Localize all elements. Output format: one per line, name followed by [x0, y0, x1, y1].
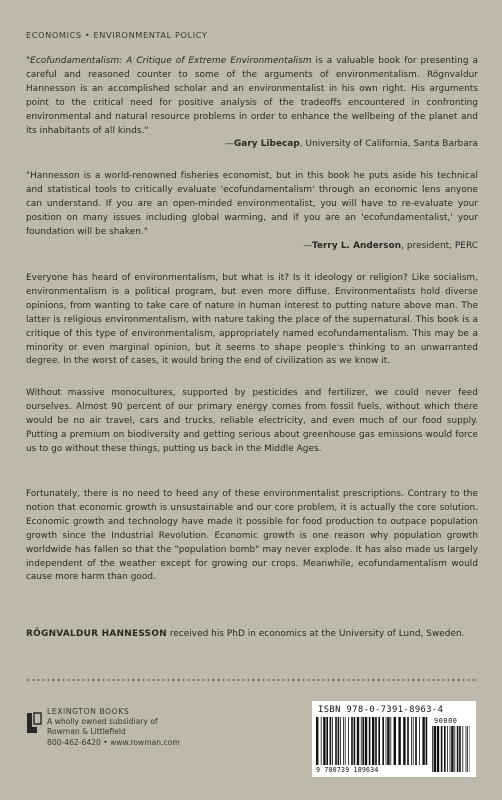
author-name: RÖGNVALDUR HANNESSON — [26, 629, 167, 639]
endorsement-anderson — [26, 170, 478, 253]
ean-barcode-icon — [316, 717, 428, 765]
description-paragraph-2: Without massive monocultures, supported by pesticides and fertilizer, we could never feed ourselves. Almost 90 percent of our primary energy comes from fossil fuels, without which there would be no air travel, cars and trucks, reliable electricity, and even much of our food supply. Putting a premium on biodiversity and getting serious about greenhouse gas emissions would force us to go without these things, putting us back in the Middle Ages. — [26, 388, 478, 454]
price-barcode-icon — [432, 726, 470, 772]
endorser-name: Gary Libecap — [233, 139, 300, 150]
endorser-name: Terry L. Anderson — [312, 240, 402, 251]
author-bio-text: received his PhD in economics at the University of Lund, Sweden. — [166, 629, 465, 639]
barcode-digits: 9 780739 189634 — [316, 766, 379, 774]
price-code: 90000 — [434, 717, 458, 725]
endorser-affiliation: , University of California, Santa Barbara — [299, 139, 478, 150]
endorsement-attribution: —Gary Libecap, University of California, Santa Barbara — [225, 139, 478, 150]
publisher-info — [47, 707, 180, 748]
description-paragraph-3: Fortunately, there is no need to heed any of these environmentalist prescriptions. Contrary to the notion that economic growth is unsustainable and our core problem, it is actually the core solution. Economic growth and technology have made it possible for food production to outpace population growth since the Industrial Revolution. Economic growth is one reason why population growth worldwide has fallen so that the "population bomb" may never explode. It has also made us largely independent of the weather except for growing our crops. Meanwhile, ecofundamentalism would cause more harm than good. — [26, 489, 478, 583]
endorsement-attribution: —Terry L. Anderson, president, PERC — [303, 240, 478, 251]
isbn-number: ISBN 978-0-7391-8963-4 — [318, 705, 444, 715]
publisher-line-2: Rowman & Littlefield — [47, 727, 126, 737]
publisher-line-1: A wholly owned subsidiary of — [47, 717, 158, 727]
lexington-logo-icon — [26, 712, 42, 734]
author-bio — [26, 628, 478, 642]
isbn-barcode — [312, 701, 476, 777]
publisher-contact: 800-462-6420 • www.rowman.com — [47, 737, 180, 747]
quote-open: " — [26, 56, 31, 66]
endorsement-text: "Hannesson is a world-renowned fisheries economist, but in this book he puts aside his technical and statistical tools to critically evaluate 'ecofundamentalism' through an economic lens anyone can understand. If you are an open-minded environmentalist, you will have to re-evaluate your position on many issues including global warming, and if you are an 'ecofundamentalist,' your foundation will be shaken." — [26, 171, 478, 237]
endorsement-text: is a valuable book for presenting a careful and reasoned counter to some of the arguments of environmentalism. Rögnvaldur Hannesson is an accomplished scholar and an environmentalist in his own right. His arguments point to the critical need for positive analysis of the tradeoffs encountered in confronting environmental and natural resource problems in order to enhance the wellbeing of the planet and its inhabitants of all kinds." — [26, 56, 478, 136]
description-paragraph-1: Everyone has heard of environmentalism, but what is it? Is it ideology or religion? Like socialism, environmentalism is a political program, but even more diffuse. Environmentalists hold diverse opinions, from wanting to take care of nature in human interest to putting nature above man. The latter is religious environmentalism, with nature taking the place of the supernatural. This book is a critique of this type of environmentalism, appropriately named ecofundamentalism. This may be a minority or even marginal opinion, but it seems to shape people's thinking to an unwarranted degree. In the worst of cases, it would bring the end of civilization as we know it. — [26, 273, 478, 367]
book-title: Ecofundamentalism: A Critique of Extreme Environmentalism — [30, 56, 312, 66]
dotted-divider — [26, 678, 478, 682]
endorser-affiliation: , president, PERC — [401, 240, 478, 251]
publisher-name: LEXINGTON BOOKS — [47, 707, 130, 716]
category-label: ECONOMICS • ENVIRONMENTAL POLICY — [26, 30, 208, 40]
endorsement-libecap — [26, 55, 478, 152]
